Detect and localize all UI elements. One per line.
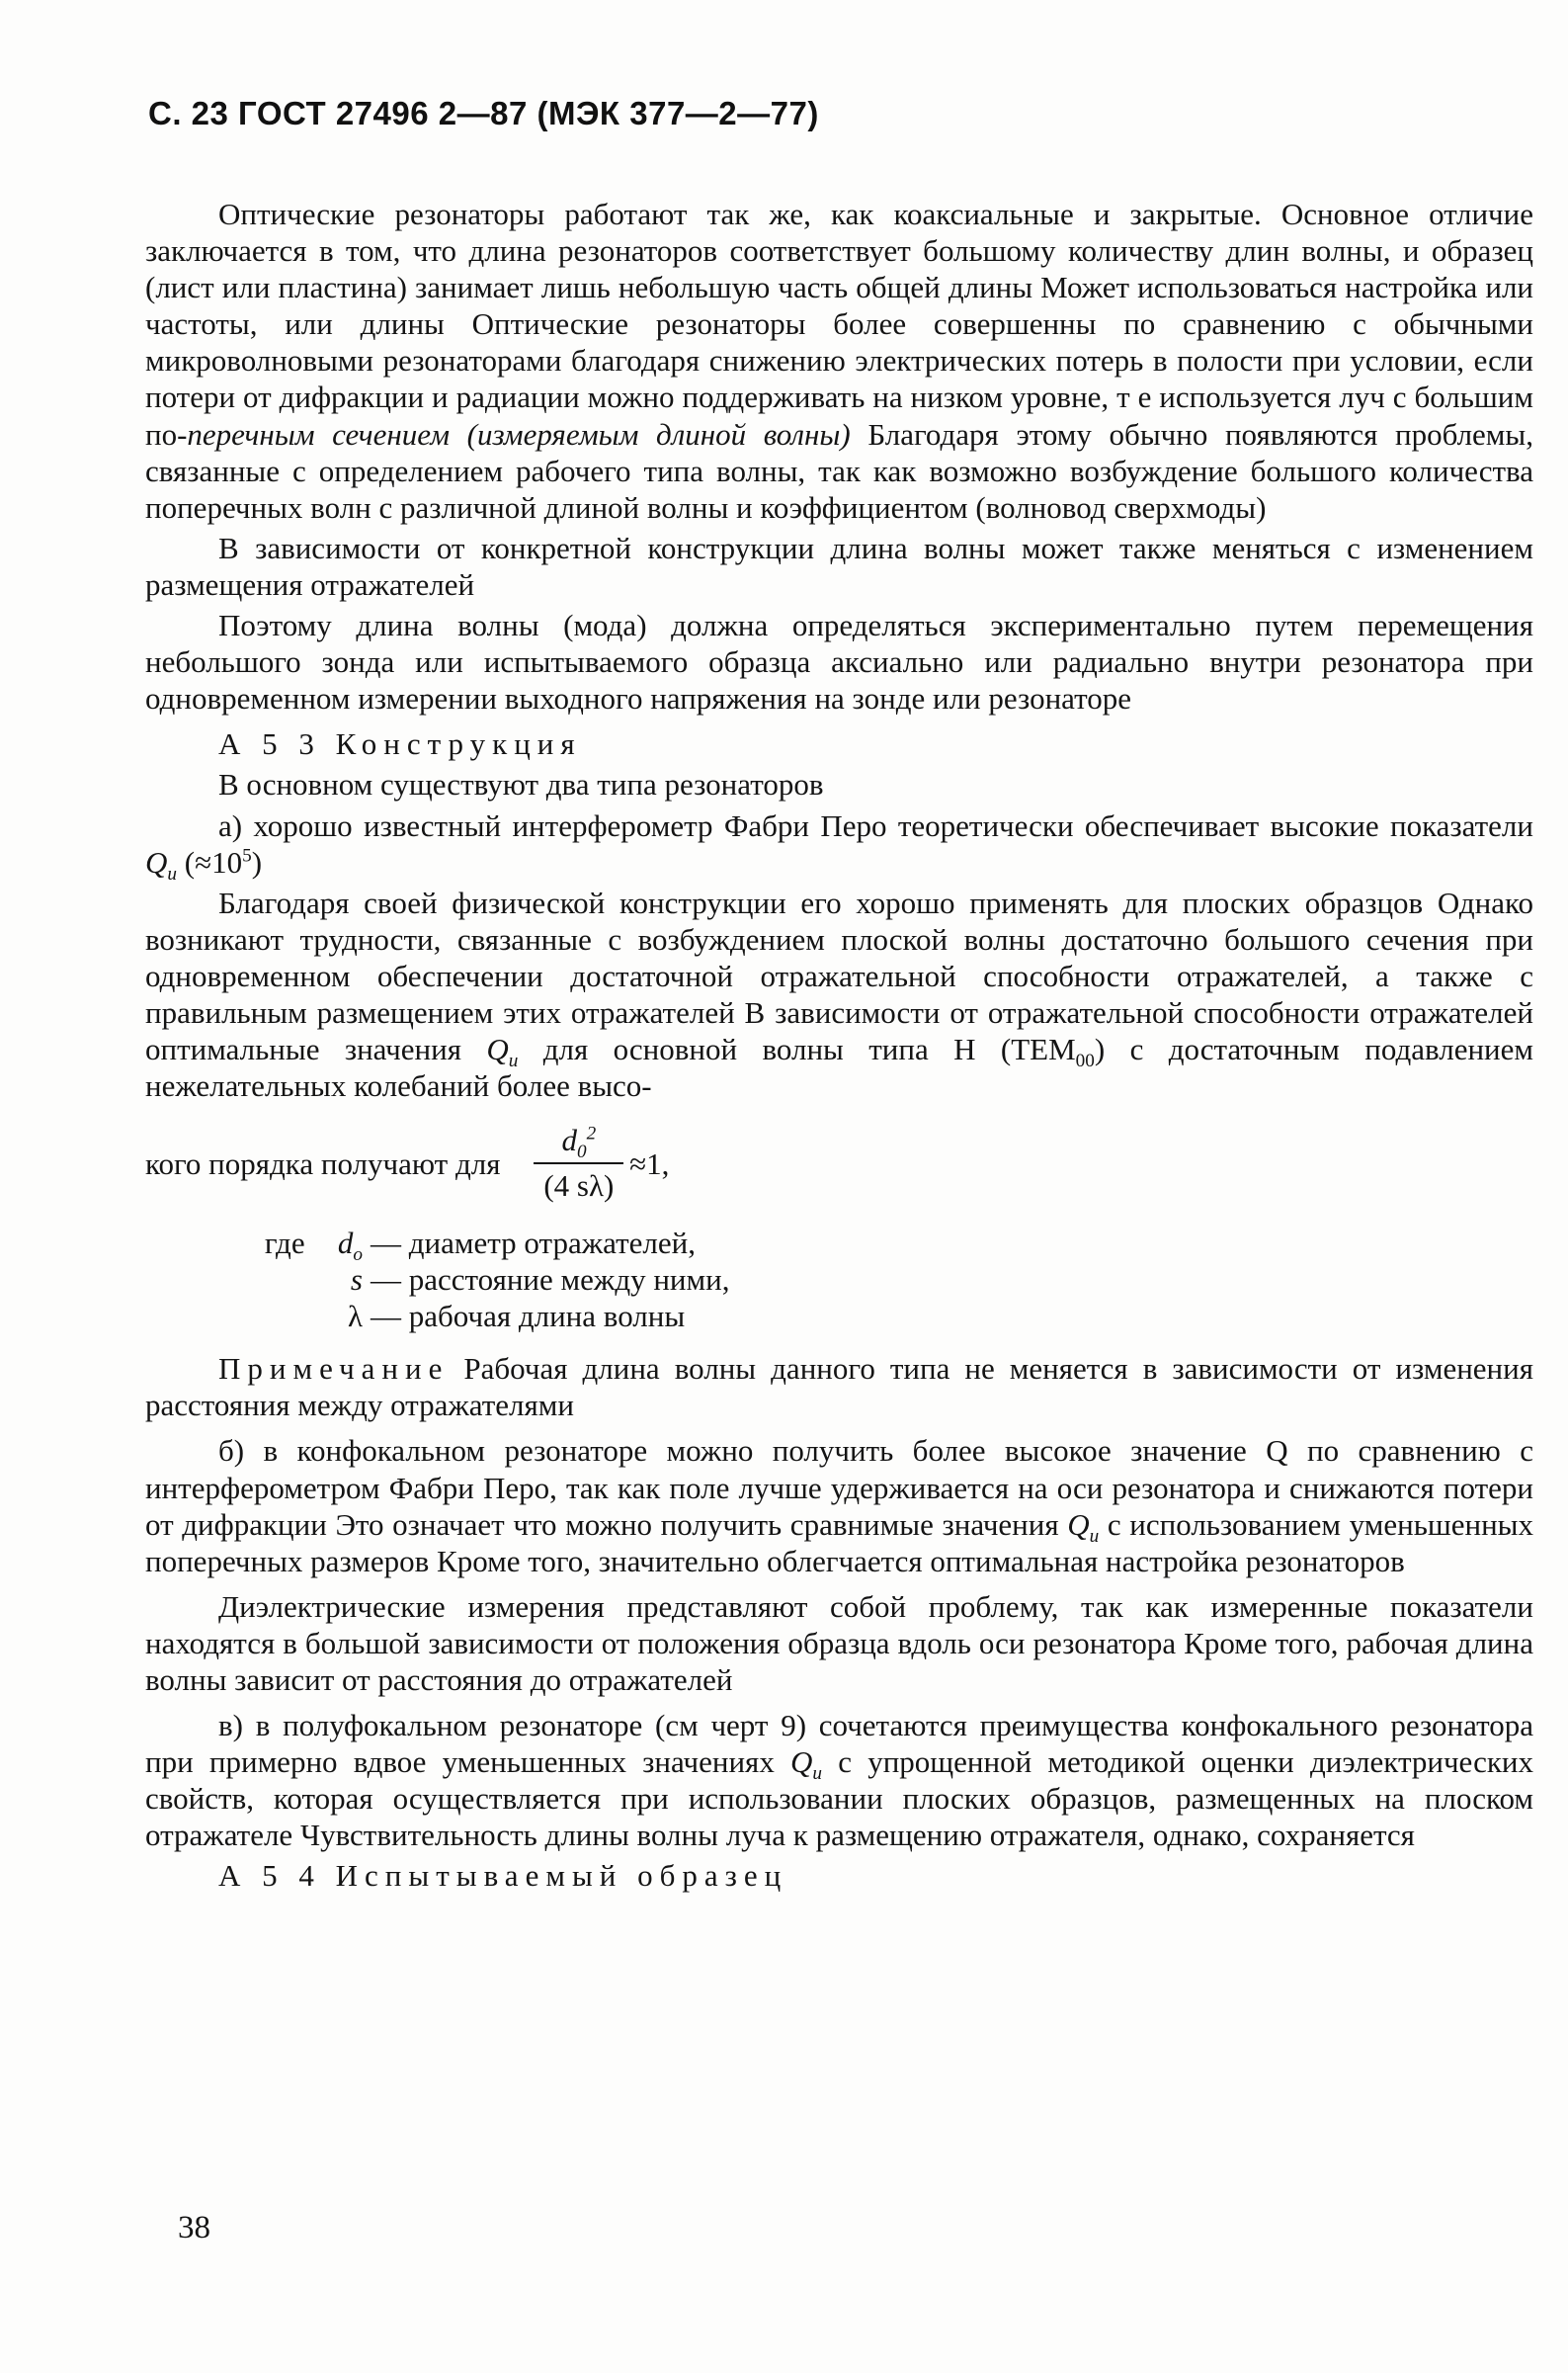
formula-condition: [145, 1110, 1533, 1217]
paragraph-semifocal: в) в полуфокальном резонаторе (см черт 9) сочетаются преимущества конфокального резонатора при примерно вдвое уменьшенных значениях $Q_u$ с упрощенной методикой оценки диэлектрических свойств, которая осуществляется при использовании плоских образцов, размещенных на плоском отражателе Чувствительность длины волны луча к размещению отражателя, однако, сохраняется: [145, 1708, 1533, 1853]
fraction-numerator: $d_0^2$: [534, 1121, 623, 1164]
definition-diameter: где $d_o$ — диаметр отражателей,: [264, 1226, 696, 1266]
formula-lead-text: кого порядка получают для: [145, 1145, 501, 1181]
symbol-definitions: [145, 1225, 1533, 1334]
page-number: 38: [178, 2210, 210, 2246]
paragraph-optical-resonators: Оптические резонаторы работают так же, как коаксиальные и закрытые. Основное отличие заключается в том, что длина резонаторов соответствует большому количеству длин волны, и образец (лист или пластина) занимает лишь небольшую часть общей длины Может использоваться настройка или частоты, или длины Оптические резонаторы более совершенны по сравнению с обычными микроволновыми резонаторами благодаря снижению электрических потерь в полости при условии, если потери от дифракции и радиации можно поддерживать на низком уровне, т е используется луч с большим по-перечным сечением (измеряемым длиной волны) Благодаря этому обычно появляются проблемы, связанные с определением рабочего типа волны, так как возможно возбуждение большого количества поперечных волн с различной длиной волны и коэффициентом (волновод сверхмоды): [145, 197, 1534, 525]
formula-approx: ≈1,: [629, 1145, 670, 1181]
paragraph-physical-construction: Благодаря своей физической конструкции его хорошо применять для плоских образцов Однако возникают трудности, связанные с возбуждением плоской волны достаточно большого сечения при одновременном обеспечении достаточной отражательной способности отражателей, а также с правильным размещением этих отражателей В зависимости от отражательной способности отражателей оптимальные значения $Q_u$ для основной волны типа Н $(ТЕМ_{00})$ с достаточным подавлением нежелательных колебаний более высо-: [145, 885, 1534, 1104]
fraction: [534, 1121, 623, 1206]
definition-wavelength: λ — рабочая длина волны: [347, 1299, 686, 1334]
fraction-denominator: (4 sλ): [543, 1168, 615, 1204]
page-header: С. 23 ГОСТ 27496 2—87 (МЭК 377—2—77): [148, 95, 819, 131]
paragraph-wavelength-dependence: В зависимости от конкретной конструкции длина волны может также меняться с изменением размещения отражателей: [145, 530, 1533, 602]
paragraph-confocal: б) в конфокальном резонаторе можно получить более высокое значение Q по сравнению с интерферометром Фабри Перо, так как поле лучше удерживается на оси резонатора и снижаются потери от дифракции Это означает что можно получить сравнимые значения $Q_u$ с использованием уменьшенных поперечных размеров Кроме того, значительно облегчается оптимальная настройка резонаторов: [145, 1433, 1533, 1578]
section-heading-a54: А 5 4 Испытываемый образец: [218, 1858, 788, 1894]
note-label: Примечание: [218, 1351, 450, 1387]
document-body: [145, 196, 1533, 1899]
paragraph-two-types: В основном существуют два типа резонаторов: [218, 767, 824, 803]
note-paragraph: Примечание Рабочая длина волны данного типа не меняется в зависимости от изменения расстояния между отражателями: [145, 1351, 1533, 1423]
definition-distance: s — расстояние между ними,: [350, 1262, 730, 1298]
paragraph-dielectric: Диэлектрические измерения представляют собой проблему, так как измеренные показатели находятся в большой зависимости от положения образца вдоль оси резонатора Кроме того, рабочая длина волны зависит от расстояния до отражателей: [145, 1588, 1533, 1697]
paragraph-fabry-perot: а) хорошо известный интерферометр Фабри Перо теоретически обеспечивает высокие показатели $Q_u$ $(\approx 10^5)$: [145, 807, 1533, 885]
section-heading-a53: А 5 3 Конструкция: [218, 726, 582, 762]
italic-phrase: перечным сечением (измеряемым длиной волны): [187, 416, 851, 452]
paragraph-mode-determination: Поэтому длина волны (мода) должна определяться экспериментально путем перемещения небольшого зонда или испытываемого образца аксиально или радиально внутри резонатора при одновременном измерении выходного напряжения на зонде или резонаторе: [145, 608, 1533, 717]
